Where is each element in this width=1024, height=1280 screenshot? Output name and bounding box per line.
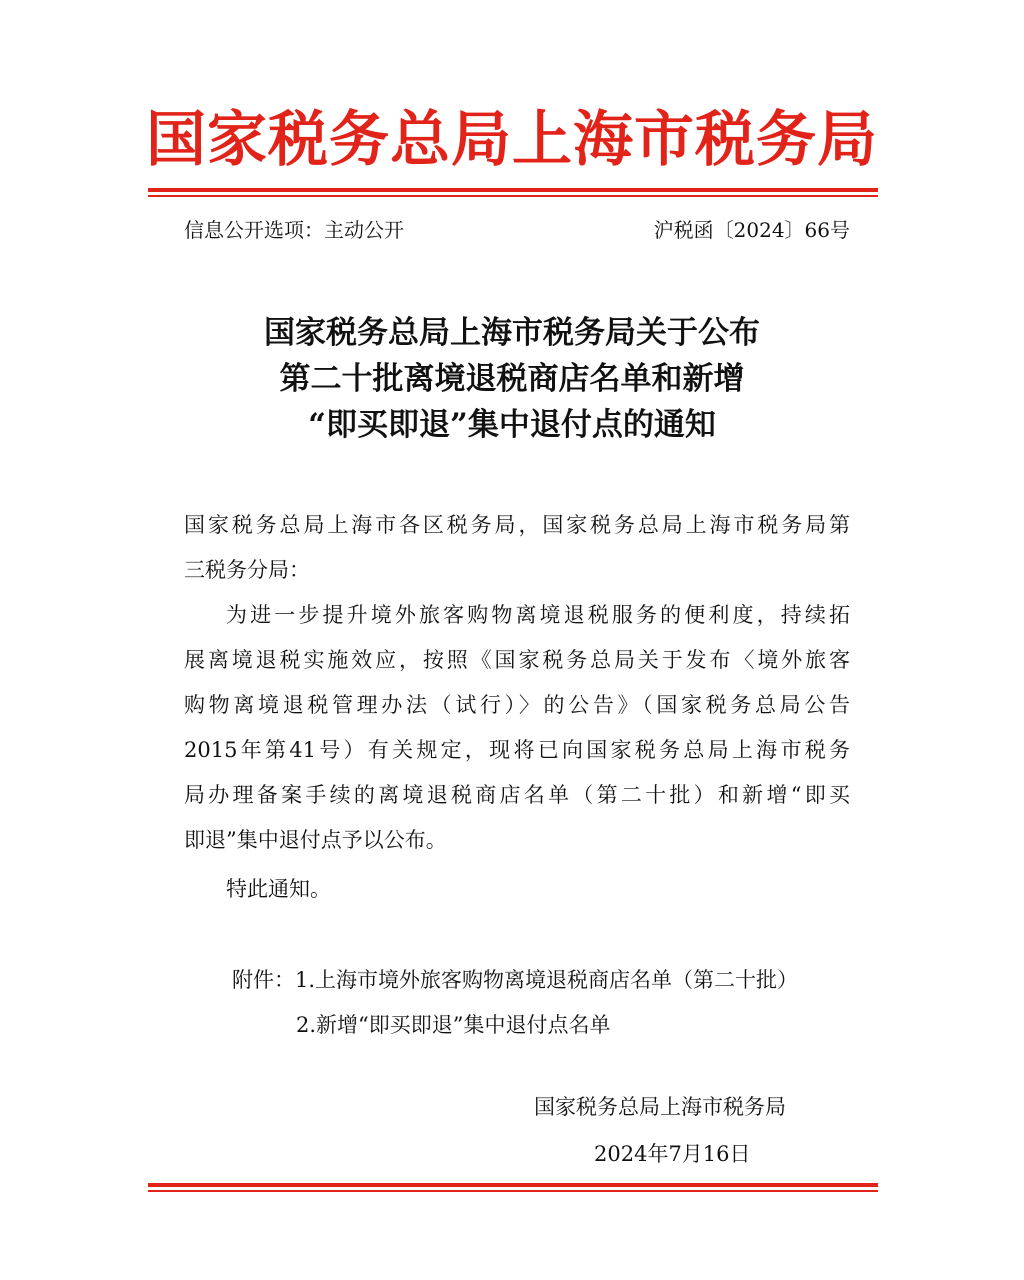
footer-red-rule-thick bbox=[148, 1183, 878, 1187]
recipient-line: 三税务分局： bbox=[184, 558, 310, 582]
paragraph-line: 局办理备案手续的离境退税商店名单（第二十批）和新增“即买 bbox=[184, 783, 850, 807]
title-line-2: 第二十批离境退税商店名单和新增 bbox=[279, 361, 745, 397]
closing-text: 特此通知。 bbox=[226, 877, 331, 901]
title-line-3: “即买即退”集中退付点的通知 bbox=[308, 407, 716, 443]
body-paragraph bbox=[184, 593, 850, 863]
header-red-rule-thin bbox=[148, 195, 878, 197]
header-red-rule-thick bbox=[148, 188, 878, 192]
disclosure-option: 信息公开选项：主动公开 bbox=[184, 218, 404, 242]
paragraph-line: 2015年第41号）有关规定，现将已向国家税务总局上海市税务 bbox=[184, 738, 850, 762]
document-number: 沪税函〔2024〕66号 bbox=[653, 218, 850, 242]
paragraph-line: 展离境退税实施效应，按照《国家税务总局关于发布〈境外旅客 bbox=[184, 648, 850, 672]
paragraph-line: 为进一步提升境外旅客购物离境退税服务的便利度，持续拓 bbox=[226, 603, 850, 627]
paragraph-line: 购物离境退税管理办法（试行）〉的公告》（国家税务总局公告 bbox=[184, 693, 850, 717]
paragraph-line: 即退”集中退付点予以公布。 bbox=[184, 828, 447, 852]
signature-date: 2024年7月16日 bbox=[594, 1142, 751, 1166]
recipient-line: 国家税务总局上海市各区税务局，国家税务总局上海市税务局第 bbox=[184, 513, 850, 537]
attachment-item-2: 2.新增“即买即退”集中退付点名单 bbox=[296, 1013, 611, 1037]
recipient-block bbox=[184, 503, 850, 593]
footer-red-rule-thin bbox=[148, 1190, 878, 1192]
attachment-item-1: 附件：1.上海市境外旅客购物离境退税商店名单（第二十批） bbox=[232, 968, 799, 992]
signature-organization: 国家税务总局上海市税务局 bbox=[534, 1095, 786, 1119]
title-line-1: 国家税务总局上海市税务局关于公布 bbox=[264, 315, 760, 351]
agency-header-title: 国家税务总局上海市税务局 bbox=[146, 105, 878, 175]
document-meta-row bbox=[184, 213, 850, 247]
document-title bbox=[0, 310, 1024, 448]
